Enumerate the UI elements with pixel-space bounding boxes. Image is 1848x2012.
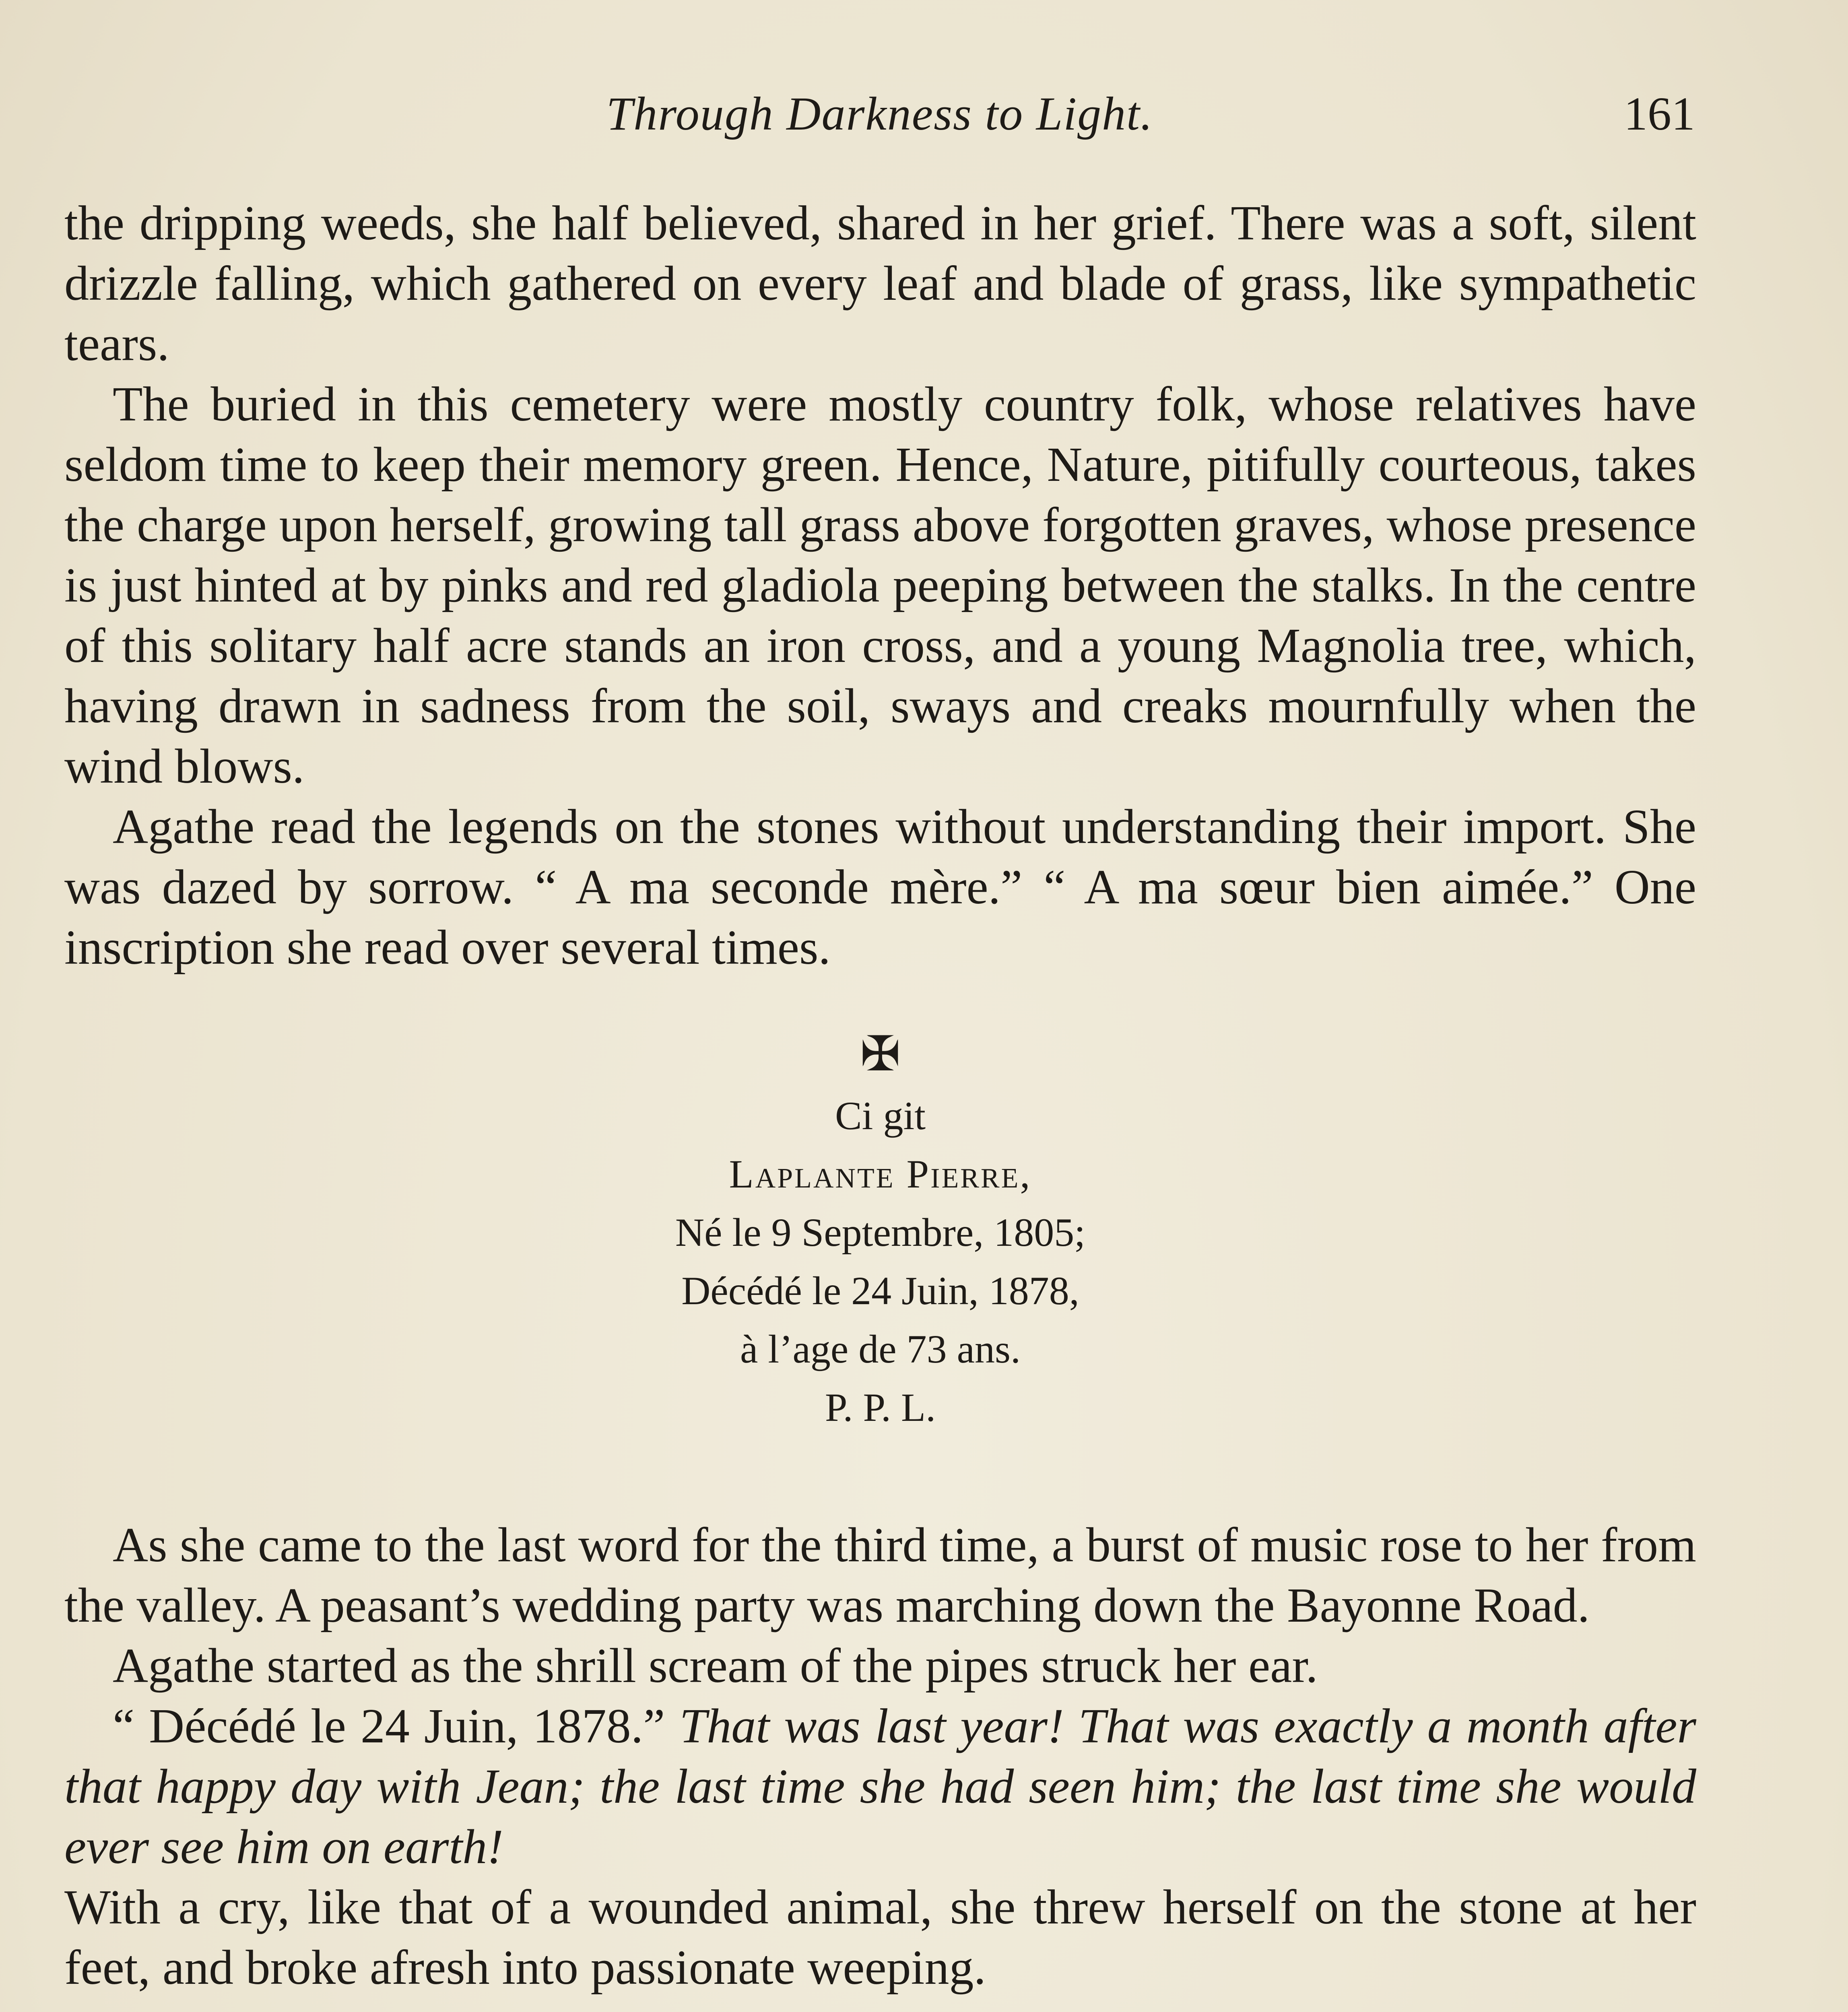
running-title: Through Darkness to Light. bbox=[606, 87, 1153, 140]
page-number: 161 bbox=[1624, 87, 1695, 140]
paragraph-5: Agathe started as the shrill scream of the pipes struck her ear. bbox=[113, 1639, 1318, 1693]
paragraph-6-italic: That was last year! That was exactly a month after that happy day with Jean; the last time she had seen him; the last time she would ever see him on earth! bbox=[64, 1699, 1697, 1874]
epitaph-line-5: à l’age de 73 ans. bbox=[740, 1327, 1021, 1371]
paragraph-3: Agathe read the legends on the stones without understanding their import. She was dazed by sorrow. “ A ma seconde mère.” “ A ma sœur bien aimée.” One inscription she read over several times. bbox=[64, 800, 1696, 975]
epitaph-line-6: P. P. L. bbox=[825, 1385, 936, 1430]
paragraph-6-quote: “ Décédé le 24 Juin, 1878.” bbox=[113, 1699, 665, 1753]
epitaph bbox=[64, 1026, 1696, 1437]
paragraph-1: the dripping weeds, she half believed, shared in her grief. There was a soft, silent drizzle falling, which gathered on every leaf and blade of grass, like sympathetic tears. bbox=[64, 196, 1696, 371]
epitaph-line-2: Laplante Pierre, bbox=[729, 1152, 1032, 1196]
paragraph-2: The buried in this cemetery were mostly country folk, whose relatives have seldom time to keep their memory green. Hence, Nature, pitifully courteous, takes the charge upon herself, growing tall grass above forgotten graves, whose presence is just hinted at by pinks and red gladiola peeping between the stalks. In the centre of this solitary half acre stands an iron cross, and a young Magnolia tree, which, having drawn in sadness from the soil, sways and creaks mournfully when the wind blows. bbox=[64, 377, 1696, 794]
paragraph-6 bbox=[64, 1696, 1696, 1877]
paragraph-7: With a cry, like that of a wounded animal, she threw herself on the stone at her feet, and broke afresh into passionate weeping. bbox=[64, 1880, 1696, 1995]
cross-icon: ✠ bbox=[860, 1027, 901, 1081]
epitaph-line-4: Décédé le 24 Juin, 1878, bbox=[681, 1268, 1079, 1313]
body-text bbox=[64, 193, 1696, 2012]
epitaph-line-3: Né le 9 Septembre, 1805; bbox=[675, 1210, 1086, 1255]
epitaph-line-1: Ci git bbox=[835, 1093, 926, 1138]
page-header bbox=[64, 87, 1695, 147]
paragraph-4: As she came to the last word for the third time, a burst of music rose to her from the valley. A peasant’s wedding party was marching down the Bayonne Road. bbox=[64, 1518, 1696, 1633]
